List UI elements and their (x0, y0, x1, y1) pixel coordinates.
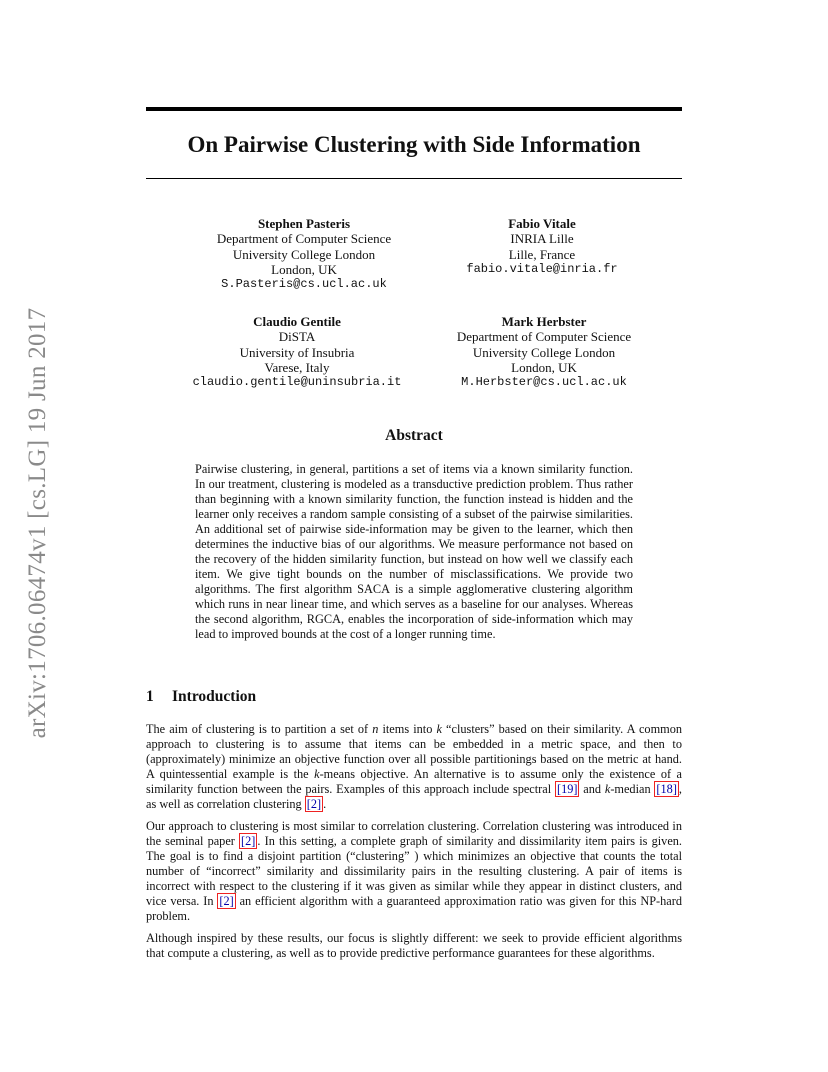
author-name: Fabio Vitale (508, 216, 576, 231)
author-affiliation: Department of Computer Science (216, 231, 392, 247)
author-block-3 (166, 314, 428, 390)
citation-link-19[interactable]: [19] (556, 782, 578, 796)
author-email[interactable]: S.Pasteris@cs.ucl.ac.uk (221, 277, 387, 292)
title-rule-bottom (146, 178, 682, 179)
paragraph-3: Although inspired by these results, our focus is slightly different: we seek to provide efficient algorithms that compute a clustering, as well as to provide predictive performance guarantees for these algorithms. (146, 931, 682, 960)
author-affiliation: University College London (232, 246, 376, 262)
author-location: London, UK (271, 261, 337, 277)
paragraph-1: The aim of clustering is to partition a set of n items into k “clusters” based on their similarity. A common approach to clustering is to assume that items can be embedded in a metric space, and then to (approximately) minimize an objective function over all possible partitionings based on the metric at hand. A quintessential example is the k-means objective. An alternative is to assume only the existence of a similarity function between the pairs. Examples of this approach include spectral [19] and k-median [18] , as well as correlation clustering [2] . (146, 722, 682, 811)
author-email[interactable]: M.Herbster@cs.ucl.ac.uk (461, 375, 627, 390)
arxiv-stamp: arXiv:1706.06474v1 [cs.LG] 19 Jun 2017 (24, 307, 51, 739)
citation-link-2[interactable]: [2] (241, 834, 256, 848)
author-affiliation: DiSTA (278, 329, 316, 345)
author-email[interactable]: fabio.vitale@inria.fr (466, 261, 618, 276)
author-block-2 (424, 216, 660, 277)
author-block-4 (424, 314, 664, 390)
author-affiliation: University of Insubria (239, 344, 355, 360)
citation-link-2[interactable]: [2] (306, 797, 322, 811)
abstract-text: Pairwise clustering, in general, partitions a set of items via a known similarity function. In our treatment, clustering is modeled as a transductive prediction problem. Thus rather than beginning with a known similarity function, the function instead is hidden and the learner only receives a random sample consisting of a subset of the pairwise similarities. An additional set of pairwise side-information may be given to the learner, which then determines the inductive bias of our algorithms. We measure performance not based on the recovery of the hidden similarity function, but instead on how well we classify each item. We give tight bounds on the number of misclassifications. We provide two algorithms. The first algorithm SACA is a simple agglomerative clustering algorithm which runs in near linear time, and which serves as a baseline for our analyses. Whereas the second algorithm, RGCA, enables the incorporation of side-information which may lead to improved bounds at the cost of a longer running time. (195, 462, 633, 641)
algorithm-name-saca: SACA (357, 582, 390, 596)
author-affiliation: Department of Computer Science (456, 329, 632, 345)
paragraph-2: Our approach to clustering is most similar to correlation clustering. Correlation clustering was introduced in the seminal paper [2] . In this setting, a complete graph of similarity and dissimilarity item pairs is given. The goal is to find a disjoint partition (“clustering” ) which minimizes an objective that counts the total number of “incorrect” similarity and dissimilarity pairs in the resulting clustering. A pair of items is incorrect with respect to the clustering if it was given as similar while they appear in distinct clusters, and vice versa. In [2] an efficient algorithm with a guaranteed approximation ratio was given for this NP-hard problem. (146, 819, 682, 923)
author-name: Mark Herbster (501, 314, 587, 329)
author-block-1 (186, 216, 422, 292)
author-affiliation: INRIA Lille (510, 231, 574, 247)
author-location: Varese, Italy (264, 359, 330, 375)
section-title: Introduction (172, 688, 257, 705)
section-number: 1 (146, 688, 154, 705)
introduction-body (146, 722, 682, 968)
citation-link-2[interactable]: [2] (219, 894, 234, 908)
author-name: Claudio Gentile (253, 314, 341, 329)
author-email[interactable]: claudio.gentile@uninsubria.it (192, 375, 402, 390)
paper-title: On Pairwise Clustering with Side Information (187, 132, 641, 157)
author-location: Lille, France (508, 246, 576, 262)
algorithm-name-rgca: RGCA (306, 612, 341, 626)
title-rule-top (146, 107, 682, 111)
author-location: London, UK (511, 359, 577, 375)
citation-link-18[interactable]: [18] (656, 782, 677, 796)
abstract-heading: Abstract (385, 427, 443, 444)
section-heading-introduction (146, 688, 256, 706)
author-affiliation: University College London (472, 344, 616, 360)
author-name: Stephen Pasteris (257, 216, 351, 231)
